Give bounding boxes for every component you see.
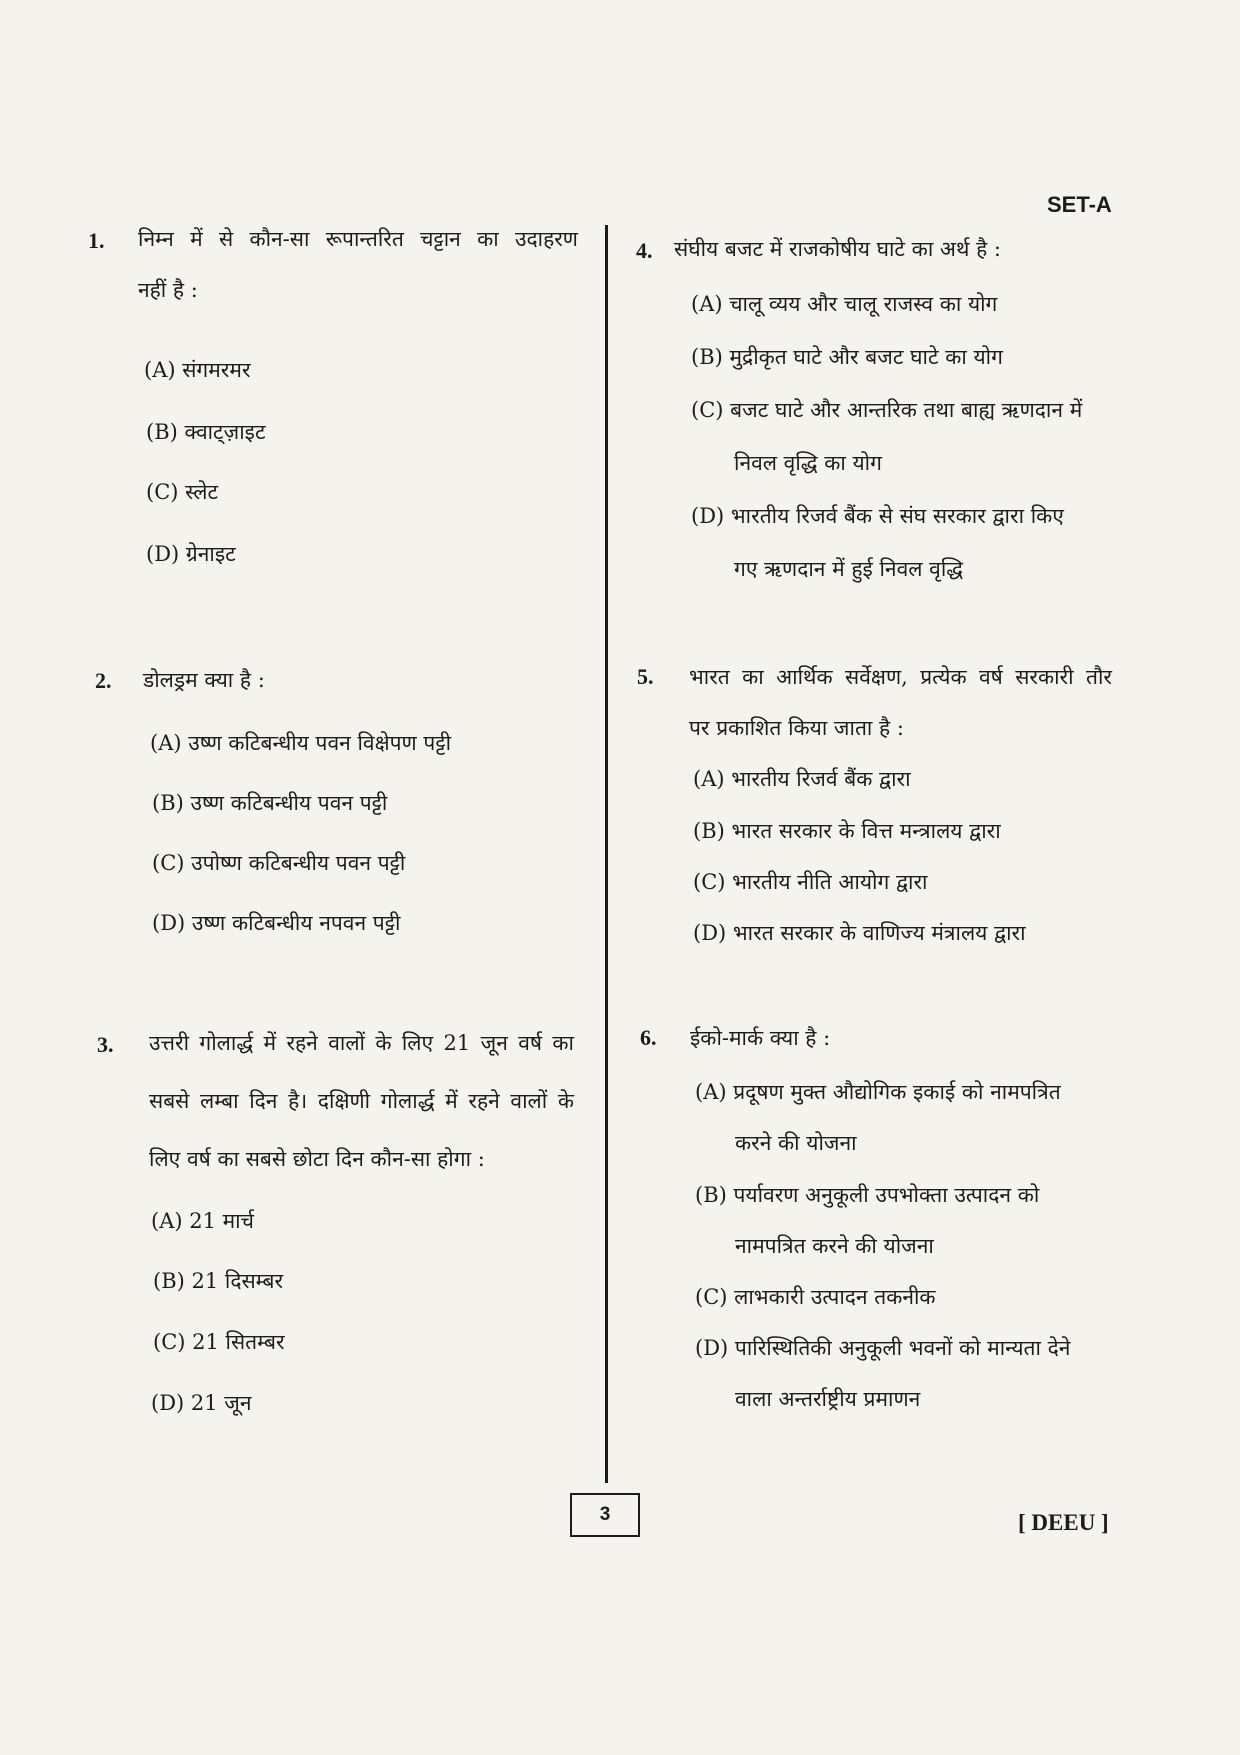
option-c: (C) बजट घाटे और आन्तरिक तथा बाह्य ऋणदान में <box>691 398 1083 422</box>
option-c: (C) स्लेट <box>146 480 219 504</box>
question-1 <box>88 228 588 568</box>
question-number: 2. <box>95 668 112 693</box>
option-c-continuation: निवल वृद्धि का योग <box>734 451 882 475</box>
option-b: (B) पर्यावरण अनुकूली उपभोक्ता उत्पादन को <box>695 1183 1040 1207</box>
option-a: (A) 21 मार्च <box>151 1209 254 1233</box>
question-number: 1. <box>88 228 105 253</box>
option-d: (D) 21 जून <box>151 1391 252 1415</box>
option-c: (C) 21 सितम्बर <box>153 1330 285 1354</box>
question-text-line: लिए वर्ष का सबसे छोटा दिन कौन-सा होगा : <box>149 1147 485 1171</box>
option-a: (A) संगमरमर <box>144 358 251 382</box>
option-c: (C) उपोष्ण कटिबन्धीय पवन पट्टी <box>152 851 406 875</box>
option-d: (D) उष्ण कटिबन्धीय नपवन पट्टी <box>152 911 401 935</box>
option-d: (D) ग्रेनाइट <box>146 542 236 566</box>
set-label: SET-A <box>1047 192 1112 217</box>
option-d-continuation: गए ऋणदान में हुई निवल वृद्धि <box>734 557 964 581</box>
question-text-line: ईको-मार्क क्या है : <box>690 1026 831 1050</box>
option-a: (A) चालू व्यय और चालू राजस्व का योग <box>691 292 998 316</box>
question-text <box>149 1018 574 1185</box>
option-a: (A) भारतीय रिजर्व बैंक द्वारा <box>693 767 911 791</box>
question-4 <box>636 238 1126 598</box>
question-text <box>690 1013 1110 1064</box>
question-6 <box>640 1025 1130 1445</box>
question-text <box>143 655 563 706</box>
option-b: (B) क्वाट्ज़ाइट <box>146 420 266 444</box>
option-b: (B) मुद्रीकृत घाटे और बजट घाटे का योग <box>691 345 1003 369</box>
option-d: (D) भारत सरकार के वाणिज्य मंत्रालय द्वारा <box>693 921 1026 945</box>
question-number: 5. <box>637 664 654 689</box>
option-c: (C) भारतीय नीति आयोग द्वारा <box>693 870 928 894</box>
question-text <box>674 224 1094 275</box>
option-b-continuation: नामपत्रित करने की योजना <box>735 1234 934 1258</box>
option-b: (B) उष्ण कटिबन्धीय पवन पट्टी <box>152 791 388 815</box>
question-text-line: भारत का आर्थिक सर्वेक्षण, प्रत्येक वर्ष सरकारी तौर <box>689 665 1112 689</box>
question-text <box>689 652 1112 754</box>
question-text-line: उत्तरी गोलार्द्ध में रहने वालों के लिए 21 जून वर्ष का <box>149 1031 574 1055</box>
question-number: 4. <box>636 238 653 263</box>
question-5 <box>637 664 1127 964</box>
option-b: (B) भारत सरकार के वित्त मन्त्रालय द्वारा <box>693 819 1001 843</box>
option-d: (D) भारतीय रिजर्व बैंक से संघ सरकार द्वारा किए <box>691 504 1064 528</box>
question-text-line: नहीं है : <box>138 278 198 302</box>
option-b: (B) 21 दिसम्बर <box>153 1269 284 1293</box>
column-divider <box>605 225 608 1483</box>
question-number: 6. <box>640 1025 657 1050</box>
question-2 <box>95 668 590 948</box>
question-text-line: पर प्रकाशित किया जाता है : <box>689 716 904 740</box>
page-number: 3 <box>570 1493 640 1537</box>
option-a: (A) प्रदूषण मुक्त औद्योगिक इकाई को नामपत्रित <box>695 1080 1061 1104</box>
option-a: (A) उष्ण कटिबन्धीय पवन विक्षेपण पट्टी <box>150 731 452 755</box>
paper-code: [ DEEU ] <box>1018 1510 1109 1535</box>
question-text-line: संघीय बजट में राजकोषीय घाटे का अर्थ है : <box>674 237 1001 261</box>
option-c: (C) लाभकारी उत्पादन तकनीक <box>695 1285 936 1309</box>
question-text-line: डोलड्रम क्या है : <box>143 668 265 692</box>
option-d-continuation: वाला अन्तर्राष्ट्रीय प्रमाणन <box>735 1387 921 1411</box>
question-text-line: सबसे लम्बा दिन है। दक्षिणी गोलार्द्ध में रहने वालों के <box>149 1089 574 1113</box>
option-a-continuation: करने की योजना <box>735 1131 857 1155</box>
option-d: (D) पारिस्थितिकी अनुकूली भवनों को मान्यता देने <box>695 1336 1071 1360</box>
question-text-line: निम्न में से कौन-सा रूपान्तरित चट्टान का उदाहरण <box>138 227 578 251</box>
question-3 <box>97 1032 592 1432</box>
question-number: 3. <box>97 1032 114 1057</box>
question-text <box>138 214 578 316</box>
